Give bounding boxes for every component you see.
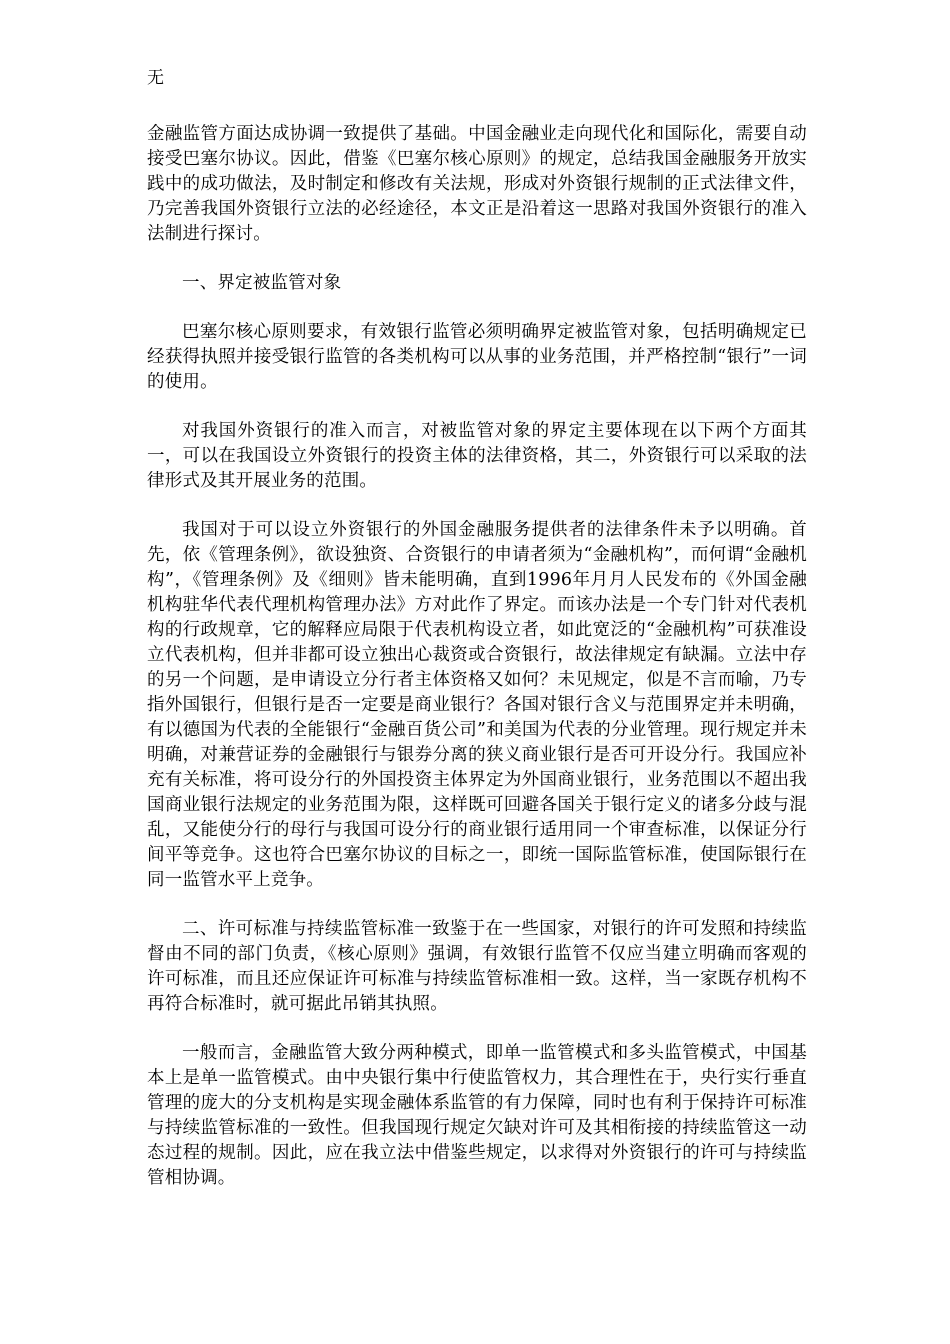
paragraph-two-aspects: 对我国外资银行的准入而言，对被监管对象的界定主要体现在以下两个方面其一，可以在我国设立外资银行的投资主体的法律资格，其二，外资银行可以采取的法律形式及其开展业务的范围。 xyxy=(147,421,807,491)
section-heading-1: 一、界定被监管对象 xyxy=(182,273,342,293)
paragraph-basel-principle: 巴塞尔核心原则要求，有效银行监管必须明确界定被监管对象，包括明确规定已经获得执照并接受银行监管的各类机构可以从事的业务范围，并严格控制“银行”一词的使用。 xyxy=(147,322,807,392)
paragraph-supervision-models: 一般而言，金融监管大致分两种模式，即单一监管模式和多头监管模式，中国基本上是单一监管模式。由中央银行集中行使监管权力，其合理性在于，央行实行垂直管理的庞大的分支机构是实现金融体系监管的有力保障，同时也有利于保持许可标准与持续监管标准的一致性。但我国现行规定欠缺对许可及其相衔接的持续监管这一动态过程的规制。因此，应在我立法中借鉴些规定，以求得对外资银行的许可与持续监管相协调。 xyxy=(147,1043,807,1188)
paragraph-legal-conditions: 我国对于可以设立外资银行的外国金融服务提供者的法律条件未予以明确。首先，依《管理条例》，欲设独资、合资银行的申请者须为“金融机构”，而何谓“金融机构”，《管理条例》及《细则》皆未能明确，直到1996年月月人民发布的《外国金融机构驻华代表代理机构管理办法》方对此作了界定。而该办法是一个专门针对代表机构的行政规章，它的解释应局限于代表机构设立者，如此宽泛的“金融机构”可获准设立代表机构，但并非都可设立独出心裁资或合资银行，故法律规定有缺漏。立法中存的另一个问题，是申请设立分行者主体资格又如何？未见规定，似是不言而喻，乃专指外国银行，但银行是否一定要是商业银行？各国对银行含义与范围界定并未明确，有以德国为代表的全能银行“金融百货公司”和美国为代表的分业管理。现行规定并未明确，对兼营证券的金融银行与银券分离的狭义商业银行是否可开设分行。我国应补充有关标准，将可设分行的外国投资主体界定为外国商业银行，业务范围以不超出我国商业银行法规定的业务范围为限，这样既可回避各国关于银行定义的诸多分歧与混乱，又能使分行的母行与我国可设分行的商业银行适用同一个审查标准，以保证分行间平等竞争。这也符合巴塞尔协议的目标之一，即统一国际监管标准，使国际银行在同一监管水平上竞争。 xyxy=(147,520,807,890)
paragraph-section-2: 二、许可标准与持续监管标准一致鉴于在一些国家，对银行的许可发照和持续监督由不同的部门负责，《核心原则》强调，有效银行监管不仅应当建立明确而客观的许可标准，而且还应保证许可标准与持续监管标准相一致。这样，当一家既存机构不再符合标准时，就可据此吊销其执照。 xyxy=(147,919,807,1014)
document-body xyxy=(147,122,807,1215)
paragraph-intro-continued: 金融监管方面达成协调一致提供了基础。中国金融业走向现代化和国际化，需要自动接受巴塞尔协议。因此，借鉴《巴塞尔核心原则》的规定，总结我国金融服务开放实践中的成功做法，及时制定和修改有关法规，形成对外资银行规制的正式法律文件，乃完善我国外资银行立法的必经途径，本文正是沿着这一思路对我国外资银行的准入法制进行探讨。 xyxy=(147,124,807,244)
page-header-mark: 无 xyxy=(147,68,164,88)
